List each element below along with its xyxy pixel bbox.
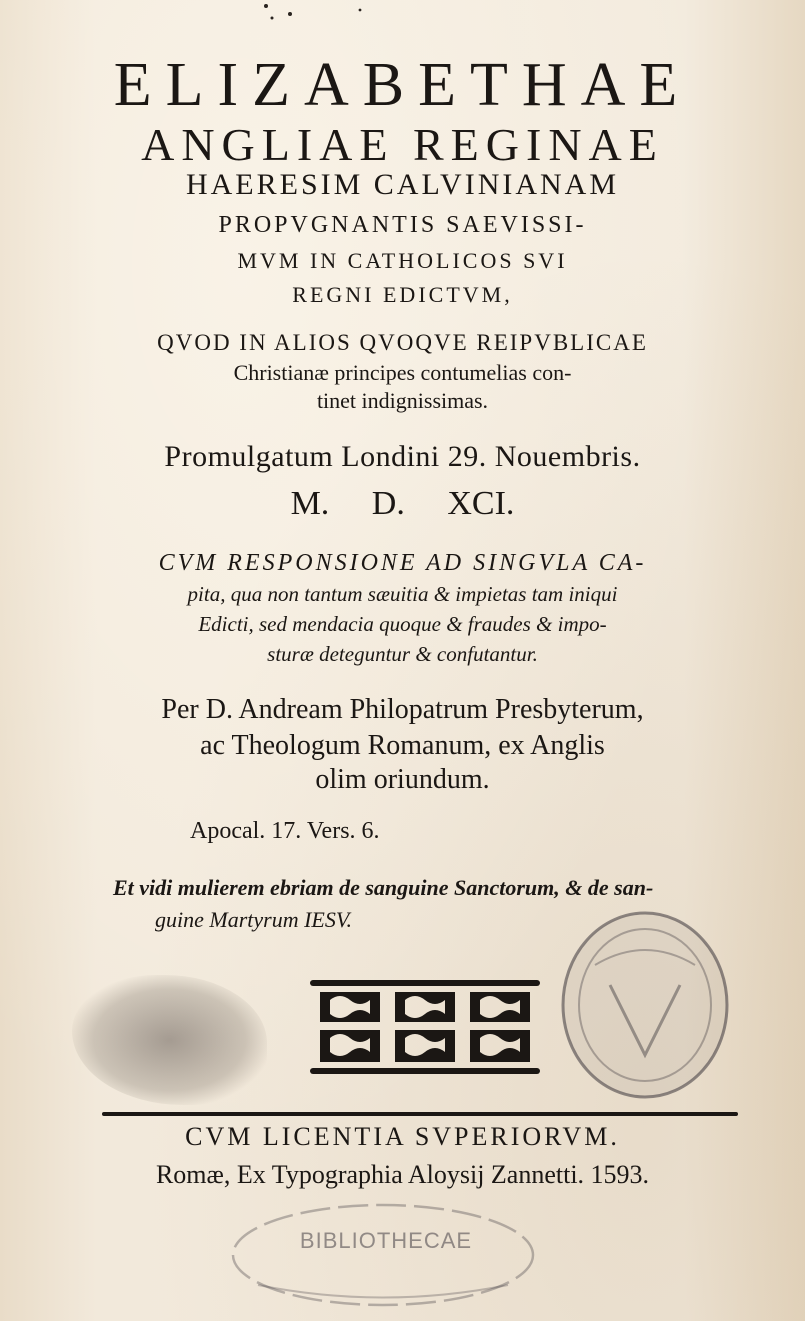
title-line-8: Christianæ principes contumelias con-	[233, 360, 572, 385]
license-line: CVM LICENTIA SVPERIORVM.	[185, 1122, 620, 1151]
title-line-3: HAERESIM CALVINIANAM	[185, 168, 620, 201]
library-stamp-bottom	[228, 1200, 538, 1310]
title-line-7: QVOD IN ALIOS QVOQVE REIPVBLICAE	[157, 330, 648, 355]
horizontal-rule	[102, 1112, 738, 1116]
title-line-6: REGNI EDICTVM,	[292, 282, 513, 307]
author-line-2: ac Theologum Romanum, ex Anglis	[200, 730, 605, 761]
imprint-line: Romæ, Ex Typographia Aloysij Zannetti. 1593.	[155, 1160, 650, 1189]
year-roman: M. D. XCI.	[290, 485, 515, 522]
library-stamp-oval	[555, 905, 735, 1105]
title-line-9: tinet indignissimas.	[316, 388, 489, 413]
promulgation-line: Promulgatum Londini 29. Nouembris.	[164, 440, 641, 473]
epigraph-line-1: Et vidi mulierem ebriam de sanguine Sanctorum, & de san-	[113, 875, 654, 900]
author-line-3: olim oriundum.	[315, 764, 490, 795]
title-line-4: PROPVGNANTIS SAEVISSI-	[218, 212, 587, 238]
title-line-2: ANGLIAE REGINAE	[141, 119, 664, 170]
title-line-1: ELIZABETHAE	[113, 51, 692, 119]
ink-stain	[72, 975, 267, 1105]
response-line-2: pita, qua non tantum sæuitia & impietas tam iniqui	[187, 582, 618, 606]
epigraph-reference: Apocal. 17. Vers. 6.	[190, 818, 380, 844]
response-line-3: Edicti, sed mendacia quoque & fraudes & impo-	[198, 612, 607, 636]
stamp-text: BIBLIOTHECAE	[299, 1228, 473, 1253]
author-line-1: Per D. Andream Philopatrum Presbyterum,	[161, 694, 644, 725]
response-line-1: CVM RESPONSIONE AD SINGVLA CA-	[158, 550, 647, 576]
title-line-5: MVM IN CATHOLICOS SVI	[237, 248, 568, 273]
ink-specks	[250, 0, 370, 30]
response-line-4: sturæ deteguntur & confutantur.	[267, 642, 538, 666]
printer-ornament	[300, 972, 550, 1082]
epigraph-line-2: guine Martyrum IESV.	[155, 907, 352, 932]
